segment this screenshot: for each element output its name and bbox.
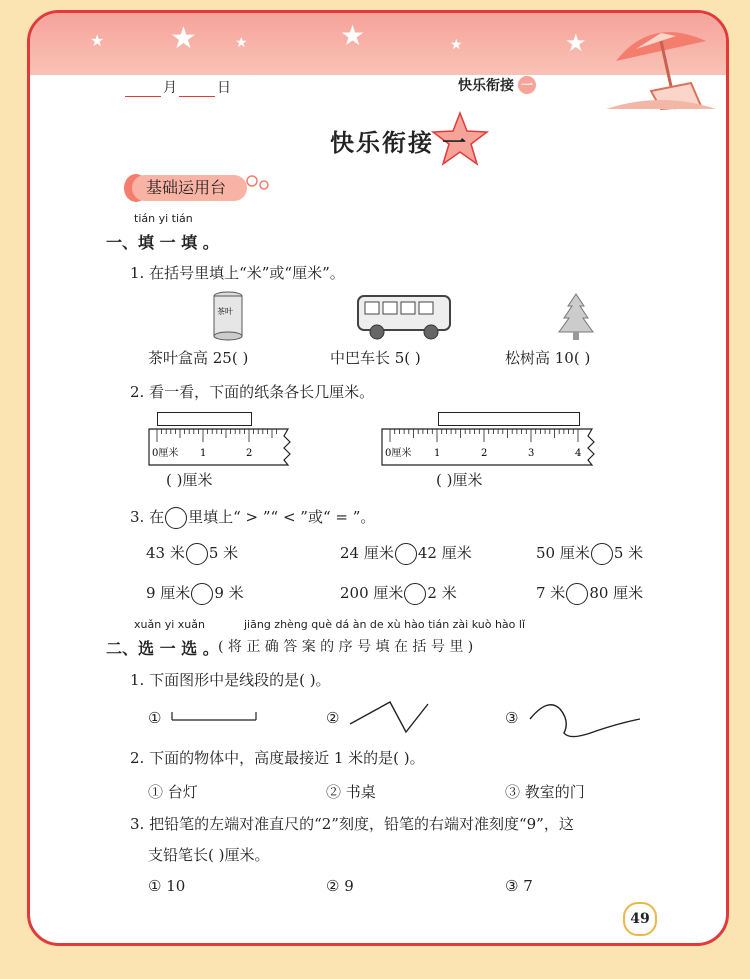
compare-item: [340, 582, 457, 605]
ruler2-tick-3: 3: [528, 448, 535, 459]
compare-item: [146, 542, 238, 565]
answer-circle[interactable]: [591, 543, 613, 565]
q3-prompt-a: 3. 在: [130, 508, 165, 526]
page-number: 49: [623, 902, 657, 936]
answer-circle[interactable]: [191, 583, 213, 605]
ruler2-tick-0: 0厘米: [385, 448, 412, 459]
compare-left: 200 厘米: [340, 584, 404, 602]
compare-left: 43 米: [146, 544, 185, 562]
s2-q2-prompt: 2. 下面的物体中，高度最接近 1 米的是( )。: [130, 749, 425, 767]
tea-can-label: 茶叶: [217, 307, 233, 316]
star-icon: ★: [565, 29, 587, 57]
section2-heading: 二、选 一 选 。: [106, 639, 219, 658]
star-icon: ★: [340, 19, 366, 52]
ruler2-tick-1: 1: [434, 448, 441, 459]
compare-right: 5 米: [613, 544, 644, 562]
page-title-number: 一: [442, 129, 468, 157]
compare-item: [146, 582, 244, 605]
month-label: 月: [163, 80, 177, 96]
compare-right: 9 米: [214, 584, 244, 602]
s2-q3-option-1[interactable]: ① 10: [148, 877, 186, 895]
minibus-icon: [355, 292, 457, 342]
ruler2-tick-4: 4: [575, 448, 582, 459]
q1-prompt: 1. 在括号里填上“米”或“厘米”。: [130, 264, 345, 282]
ruler1-tick-0: 0厘米: [152, 448, 179, 459]
corner-title: [458, 75, 536, 95]
compare-left: 24 厘米: [340, 544, 394, 562]
tea-can-icon: [212, 290, 244, 342]
s2-q2-option-1[interactable]: ① 台灯: [148, 783, 198, 801]
s2-q2-option-2[interactable]: ② 书桌: [326, 783, 376, 801]
page-title-text: 快乐衔接: [330, 129, 434, 157]
answer-circle[interactable]: [566, 583, 588, 605]
zigzag-line-figure: [348, 698, 432, 736]
compare-right: 42 厘米: [417, 544, 472, 562]
paper-strip-1: [157, 412, 252, 426]
star-icon: ★: [450, 37, 463, 53]
answer-circle[interactable]: [395, 543, 417, 565]
day-blank[interactable]: [179, 82, 215, 97]
s2-q3-option-3[interactable]: ③ 7: [505, 877, 533, 895]
s2-q1-option-3[interactable]: ③: [505, 709, 519, 727]
curve-line-figure: [526, 695, 644, 741]
ruler-1: [148, 428, 293, 466]
date-field: [125, 77, 231, 97]
section2-note-pinyin: jiāng zhèng què dá àn de xù hào tián zài kuò hào lǐ: [244, 618, 526, 631]
s2-q1-prompt: 1. 下面图形中是线段的是( )。: [130, 671, 331, 689]
section1-pinyin: tián yi tián: [134, 212, 193, 225]
section2-note: ( 将 正 确 答 案 的 序 号 填 在 括 号 里 ): [218, 639, 474, 655]
section2-pinyin: xuǎn yi xuǎn: [134, 618, 205, 631]
compare-left: 7 米: [536, 584, 566, 602]
compare-item: [536, 582, 643, 605]
section1-heading: 一、填 一 填 。: [106, 233, 219, 252]
compare-right: 2 米: [427, 584, 457, 602]
ruler-2: [381, 428, 597, 466]
corner-title-number: 一: [518, 76, 536, 94]
q3-prompt: [130, 506, 375, 529]
q1-item-bus: 中巴车长 5( ): [330, 349, 421, 367]
star-icon: ★: [170, 21, 197, 56]
compare-left: 9 厘米: [146, 584, 191, 602]
paper-strip-2: [438, 412, 580, 426]
page-title: [330, 123, 468, 158]
ruler1-tick-1: 1: [200, 448, 207, 459]
beach-umbrella-icon: [606, 21, 716, 113]
ruler2-tick-2: 2: [481, 448, 488, 459]
star-icon: ★: [90, 31, 105, 50]
compare-item: [536, 542, 643, 565]
line-segment-figure: [170, 710, 260, 724]
compare-right: 80 厘米: [589, 584, 644, 602]
day-label: 日: [217, 80, 231, 96]
compare-right: 5 米: [208, 544, 239, 562]
q1-item-tree: 松树高 10( ): [505, 349, 591, 367]
s2-q3-option-2[interactable]: ② 9: [326, 877, 354, 895]
star-icon: ★: [235, 35, 248, 51]
s2-q2-option-3[interactable]: ③ 教室的门: [505, 783, 585, 801]
s2-q3-prompt-line1: 3. 把铅笔的左端对准直尺的“2”刻度，铅笔的右端对准刻度“9”，这: [130, 815, 574, 833]
q2-prompt: 2. 看一看，下面的纸条各长几厘米。: [130, 383, 375, 401]
compare-left: 50 厘米: [536, 544, 590, 562]
s2-q1-option-1[interactable]: ①: [148, 709, 162, 727]
q2-answer-1: ( )厘米: [166, 471, 213, 489]
compare-item: [340, 542, 472, 565]
month-blank[interactable]: [125, 82, 161, 97]
compare-circle-icon: [165, 507, 187, 529]
corner-title-text: 快乐衔接: [458, 78, 514, 94]
q1-item-tea: 茶叶盒高 25( ): [148, 349, 249, 367]
answer-circle[interactable]: [404, 583, 426, 605]
q3-prompt-b: 里填上“ > ”“ < ”或“ = ”。: [188, 508, 376, 526]
q2-answer-2: ( )厘米: [436, 471, 483, 489]
ruler1-tick-2: 2: [246, 448, 253, 459]
s2-q3-prompt-line2: 支铅笔长( )厘米。: [148, 846, 270, 864]
pine-tree-icon: [556, 292, 596, 342]
s2-q1-option-2[interactable]: ②: [326, 709, 340, 727]
section-badge-label: 基础运用台: [146, 178, 227, 197]
worksheet-page: [27, 10, 729, 946]
answer-circle[interactable]: [186, 543, 208, 565]
